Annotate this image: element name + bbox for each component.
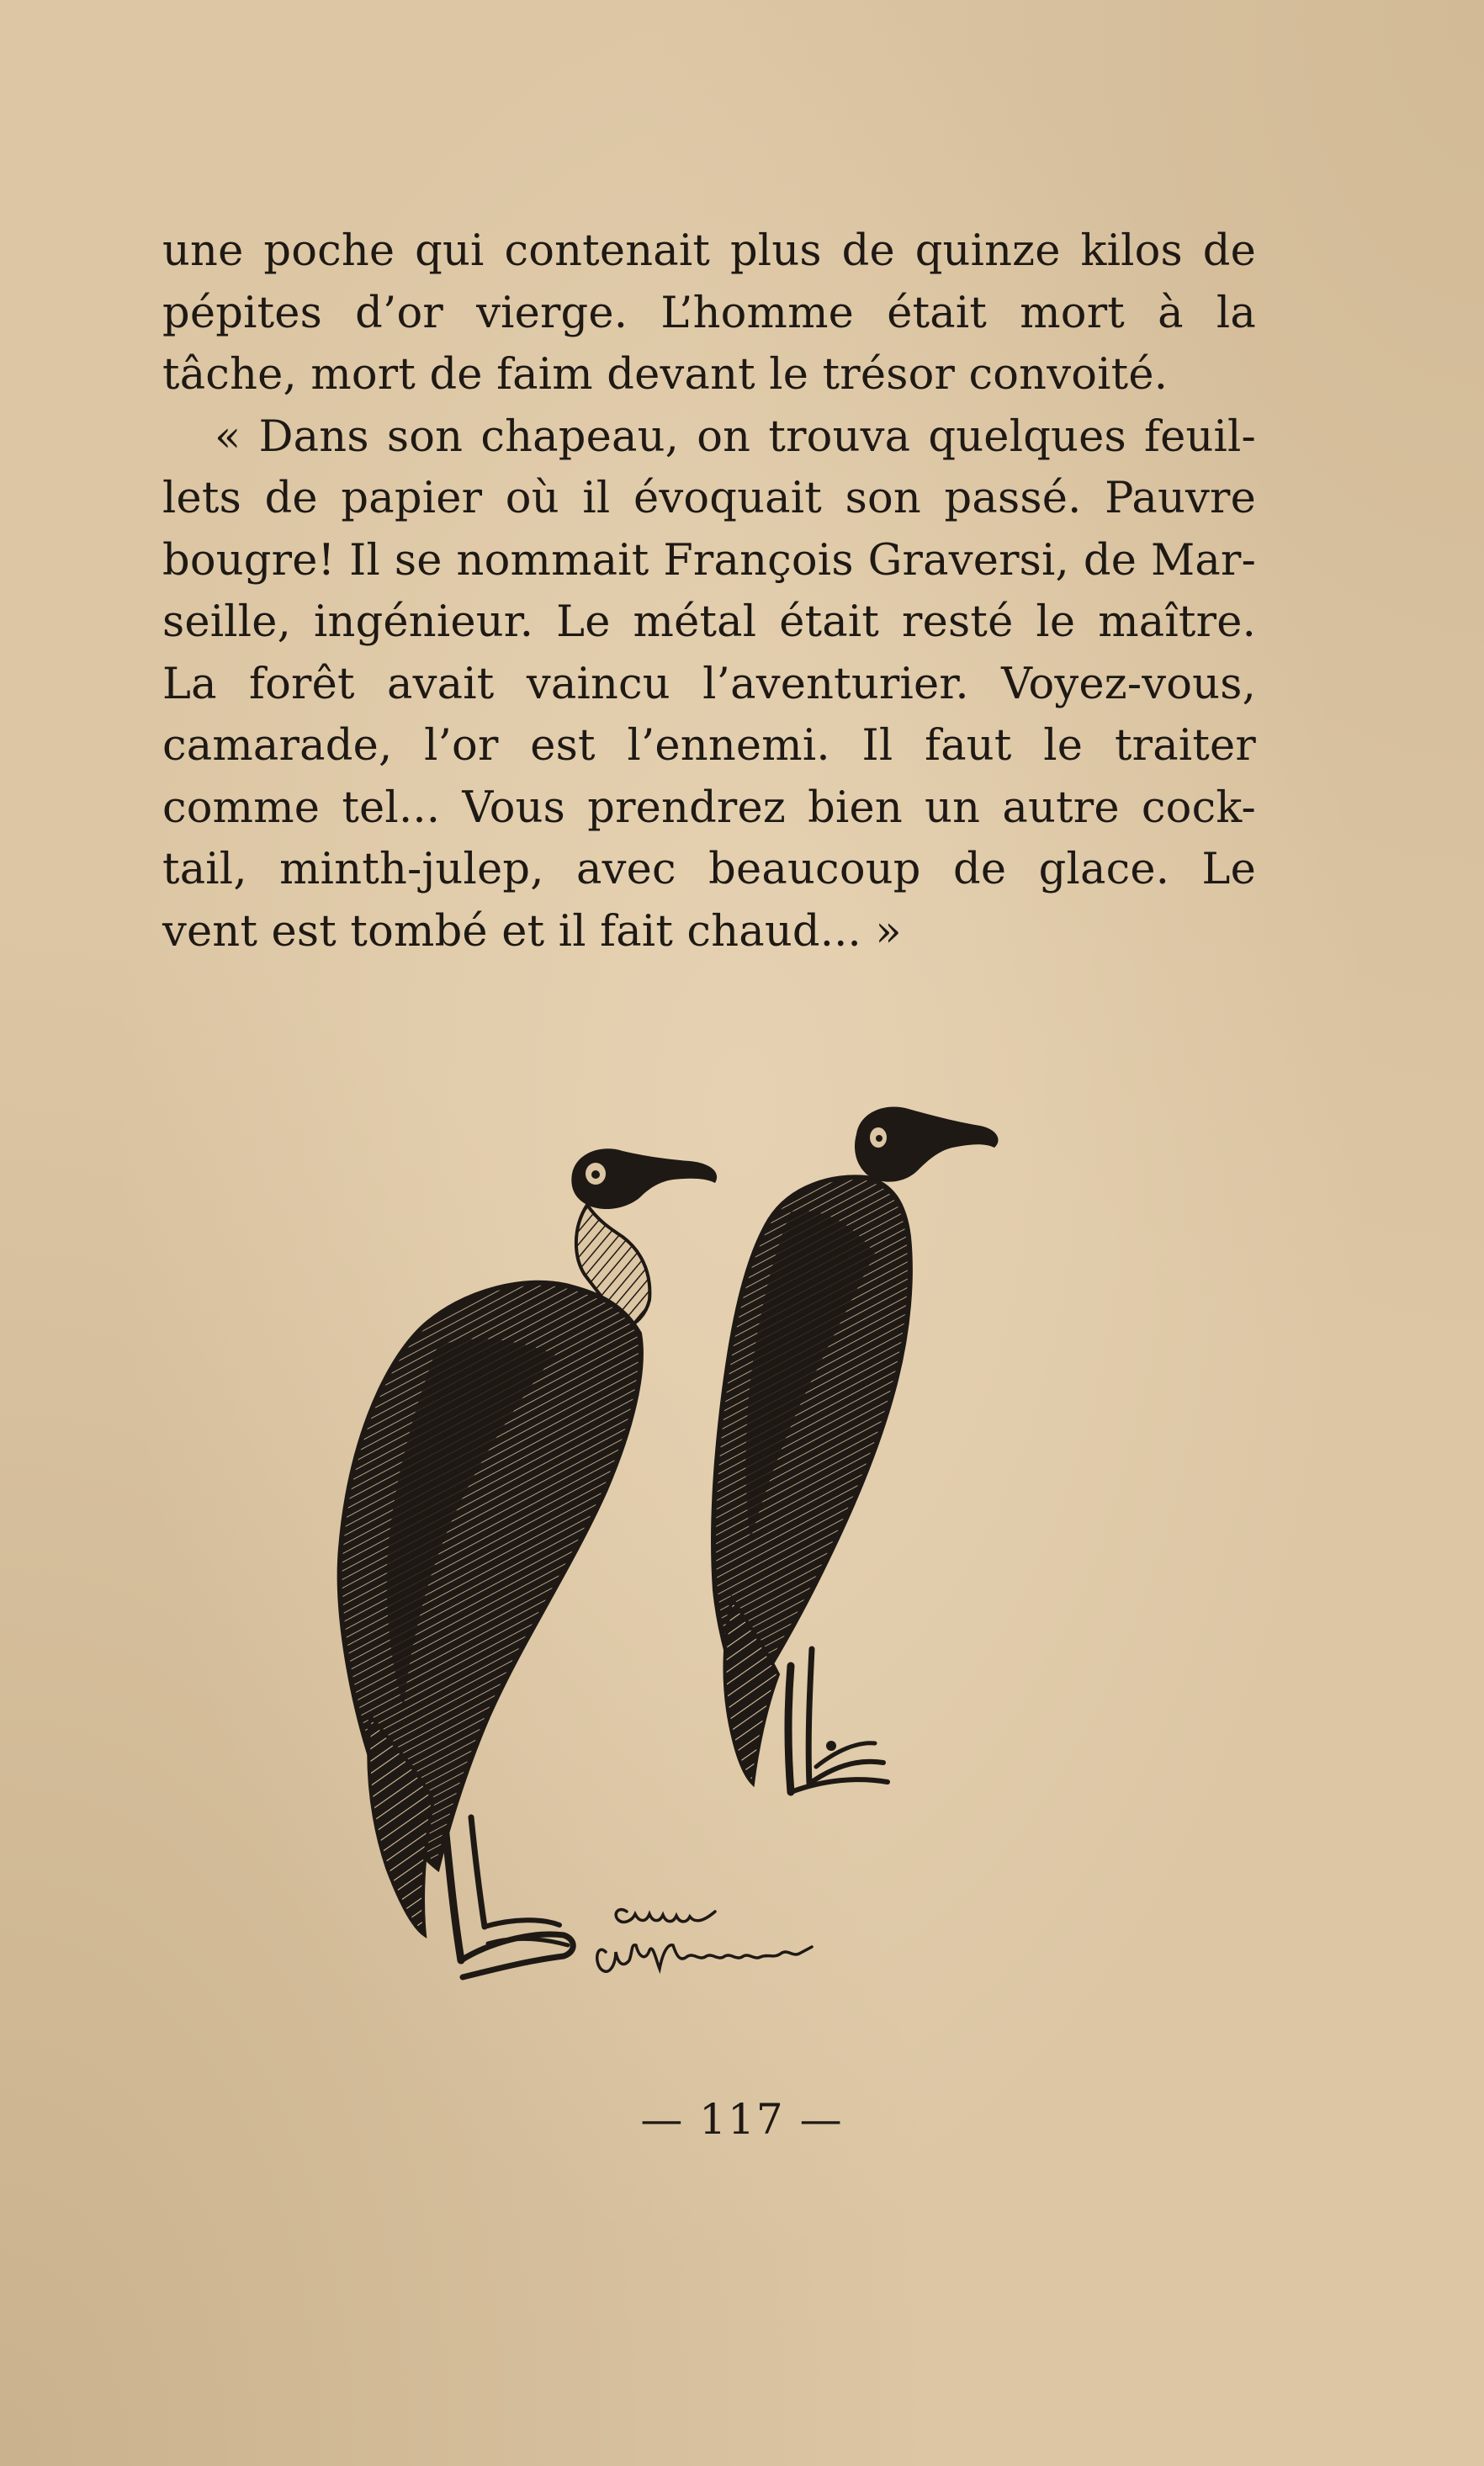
vultures-illustration (320, 1094, 1127, 2002)
text-line: tâche, mort de faim devant le trésor convoité. (162, 350, 1169, 400)
text-line: La forêt avait vaincu l’aventurier. Voyez-vous, (162, 659, 1256, 709)
text-line: « Dans son chapeau, on trouva quelques feuil- (215, 411, 1256, 462)
artist-signature (597, 1910, 812, 1972)
body-text (162, 220, 1256, 963)
page-number: — 117 — (640, 2095, 844, 2144)
text-line: tail, minth-julep, avec beaucoup de glace. Le (162, 845, 1256, 894)
text-line: bougre! Il se nommait François Graversi, de Mar- (162, 535, 1256, 586)
text-line: une poche qui contenait plus de quinze kilos de (162, 226, 1256, 276)
text-line: camarade, l’or est l’ennemi. Il faut le traiter (162, 721, 1256, 771)
text-line: pépites d’or vierge. L’homme était mort à la (162, 288, 1256, 338)
text-line: vent est tombé et il fait chaud... » (162, 906, 902, 957)
text-line: lets de papier où il évoquait son passé. Pauvre (162, 474, 1256, 523)
right-vulture (713, 1107, 998, 1792)
text-line: comme tel... Vous prendrez bien un autre cock- (162, 782, 1256, 833)
left-vulture (340, 1148, 717, 1977)
text-line: seille, ingénieur. Le métal était resté le maître. (162, 597, 1256, 647)
